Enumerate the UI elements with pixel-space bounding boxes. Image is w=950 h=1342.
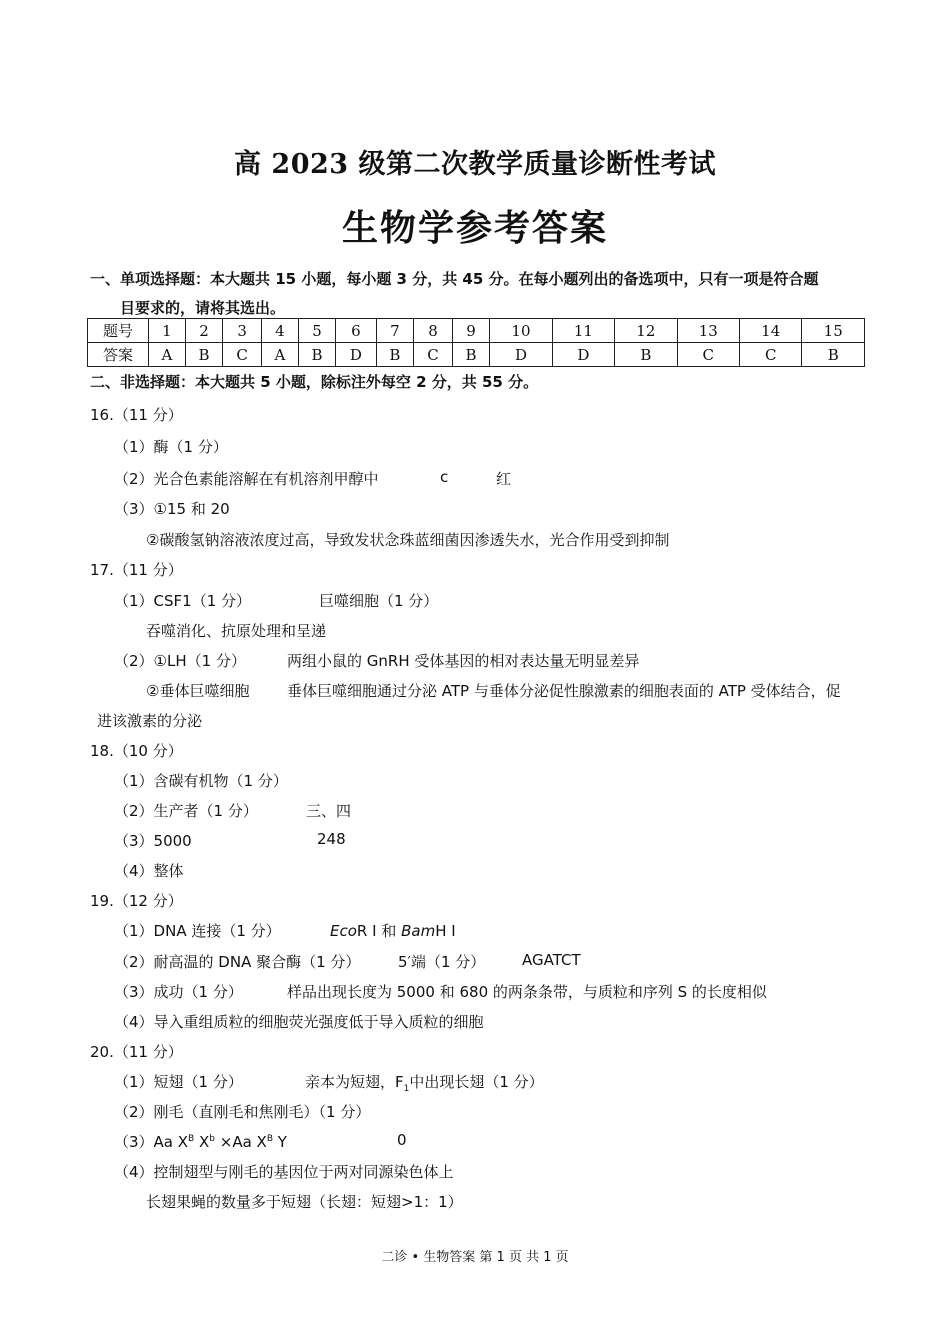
table-cell: 1 <box>149 319 186 343</box>
q19-part2-answer-b: 5′端（1 分） <box>398 953 486 971</box>
q17-part1-answer-b: 巨噬细胞（1 分） <box>319 592 439 610</box>
q20-part1-text: （1）短翅（1 分） <box>114 1073 243 1091</box>
g-d: Y <box>273 1133 287 1151</box>
q16-part2-text: （2）光合色素能溶解在有机溶剂甲醇中 <box>114 470 379 488</box>
q16-part3-b: ②碳酸氢钠溶液浓度过高，导致发状念珠蓝细菌因渗透失水，光合作用受到抑制 <box>146 531 670 549</box>
table-cell: 7 <box>376 319 413 343</box>
q19-part1-text: （1）DNA 连接（1 分） <box>114 922 281 940</box>
table-cell: B <box>615 343 677 367</box>
q19-part2-text: （2）耐高温的 DNA 聚合酶（1 分） <box>114 953 361 971</box>
q19-heading: 19.（12 分） <box>90 892 183 910</box>
q17-part1-text: （1）CSF1（1 分） <box>114 592 252 610</box>
q19-part1-enzymes <box>330 920 456 941</box>
table-cell: B <box>376 343 413 367</box>
table-cell: A <box>261 343 298 367</box>
q17-part2-text: （2）①LH（1 分） <box>114 652 246 670</box>
g-s1: B <box>188 1134 195 1144</box>
table-cell: A <box>149 343 186 367</box>
q18-part4: （4）整体 <box>114 862 184 880</box>
table-cell: C <box>677 343 739 367</box>
q19-part2-answer-c: AGATCT <box>522 951 581 969</box>
q20-part3-answer-b: 0 <box>397 1131 407 1149</box>
q17-part3 <box>146 680 841 701</box>
q18-part2-answer-b: 三、四 <box>306 802 352 820</box>
and-text: 和 <box>381 922 397 940</box>
q18-part1: （1）含碳有机物（1 分） <box>114 772 288 790</box>
q19-part2 <box>114 951 581 972</box>
bam-roman: H I <box>435 922 456 940</box>
q18-part3-answer-b: 248 <box>317 830 346 848</box>
q18-part2 <box>114 800 352 821</box>
g-b: X <box>194 1133 210 1151</box>
table-cell: 12 <box>615 319 677 343</box>
table-cell: 10 <box>490 319 552 343</box>
q18-heading: 18.（10 分） <box>90 742 183 760</box>
q16-part2-answer-c: 红 <box>496 470 512 488</box>
q16-heading: 16.（11 分） <box>90 406 183 424</box>
q16-part2-answer-b: c <box>440 468 449 486</box>
table-cell: B <box>298 343 335 367</box>
table-cell: 13 <box>677 319 739 343</box>
g-c: ×Aa X <box>215 1133 267 1151</box>
q17-part3-cont: 进该激素的分泌 <box>97 712 203 730</box>
bam-italic: Bam <box>401 922 436 940</box>
table-cell: 11 <box>552 319 614 343</box>
section2-intro: 二、非选择题：本大题共 5 小题，除标注外每空 2 分，共 55 分。 <box>90 373 539 391</box>
q17-part1 <box>114 590 439 611</box>
q17-heading: 17.（11 分） <box>90 561 183 579</box>
answer-table-answer-row <box>88 343 865 367</box>
q20-p1b-pre: 亲本为短翅，F <box>305 1073 404 1091</box>
g-s3: B <box>266 1134 274 1144</box>
q20-part3 <box>114 1131 407 1152</box>
table-cell: 15 <box>802 319 865 343</box>
q20-part4: （4）控制翅型与刚毛的基因位于两对同源染色体上 <box>114 1163 454 1181</box>
answer-table <box>87 318 865 367</box>
table-cell: 3 <box>223 319 262 343</box>
q20-part2: （2）刚毛（直刚毛和焦刚毛）（1 分） <box>114 1103 371 1121</box>
table-cell: B <box>452 343 489 367</box>
q19-part1 <box>114 920 456 941</box>
table-cell: B <box>802 343 865 367</box>
q20-heading: 20.（11 分） <box>90 1043 183 1061</box>
document-subtitle: 生物学参考答案 <box>341 207 608 249</box>
table-cell: 4 <box>261 319 298 343</box>
table-cell: D <box>490 343 552 367</box>
row-label-number: 题号 <box>88 319 149 343</box>
q20-part1-answer-b <box>305 1071 544 1094</box>
q18-part3-text: （3）5000 <box>114 832 192 850</box>
q20-part3-genotype <box>114 1133 287 1151</box>
q19-part3 <box>114 981 767 1002</box>
q20-part4-b: 长翅果蝇的数量多于短翅（长翅：短翅>1：1） <box>146 1193 463 1211</box>
q17-part2-answer-b: 两组小鼠的 GnRH 受体基因的相对表达量无明显差异 <box>287 652 640 670</box>
q18-part3 <box>114 830 346 851</box>
table-cell: 14 <box>740 319 802 343</box>
table-cell: D <box>336 343 377 367</box>
eco-roman: R I <box>356 922 377 940</box>
eco-italic: Eco <box>330 922 357 940</box>
q16-part2 <box>114 468 512 489</box>
page-footer: 二诊 • 生物答案 第 1 页 共 1 页 <box>381 1250 569 1265</box>
table-cell: C <box>223 343 262 367</box>
q20-p1b-post: 中出现长翅（1 分） <box>409 1073 544 1091</box>
table-cell: 9 <box>452 319 489 343</box>
q17-part2 <box>114 650 640 671</box>
q19-part3-answer-b: 样品出现长度为 5000 和 680 的两条条带，与质粒和序列 S 的长度相似 <box>287 983 767 1001</box>
section1-intro-cont: 目要求的，请将其选出。 <box>120 299 286 317</box>
section1-intro: 一、单项选择题：本大题共 15 小题，每小题 3 分，共 45 分。在每小题列出的备选项中，只有一项是符合题 <box>90 270 819 288</box>
document-title: 高 2023 级第二次教学质量诊断性考试 <box>234 149 716 180</box>
table-cell: C <box>740 343 802 367</box>
table-cell: 6 <box>336 319 377 343</box>
table-cell: 5 <box>298 319 335 343</box>
q18-part2-text: （2）生产者（1 分） <box>114 802 258 820</box>
q20-part1 <box>114 1071 544 1094</box>
q17-part3-answer-b: 垂体巨噬细胞通过分泌 ATP 与垂体分泌促性腺激素的细胞表面的 ATP 受体结合，促 <box>287 682 841 700</box>
table-cell: B <box>185 343 222 367</box>
q19-part3-text: （3）成功（1 分） <box>114 983 243 1001</box>
table-cell: D <box>552 343 614 367</box>
g-a: （3）Aa X <box>114 1133 189 1151</box>
q16-part1: （1）酶（1 分） <box>114 438 228 456</box>
table-cell: 8 <box>414 319 453 343</box>
row-label-answer: 答案 <box>88 343 149 367</box>
q17-part1-c: 吞噬消化、抗原处理和呈递 <box>146 622 327 640</box>
table-cell: 2 <box>185 319 222 343</box>
table-cell: C <box>414 343 453 367</box>
q19-part4: （4）导入重组质粒的细胞荧光强度低于导入质粒的细胞 <box>114 1013 484 1031</box>
q17-part3-text: ②垂体巨噬细胞 <box>146 682 250 700</box>
g-s2: b <box>209 1134 215 1144</box>
q16-part3: （3）①15 和 20 <box>114 500 230 518</box>
q20-p1b-sub: 1 <box>403 1084 410 1094</box>
answer-table-number-row <box>88 319 865 343</box>
